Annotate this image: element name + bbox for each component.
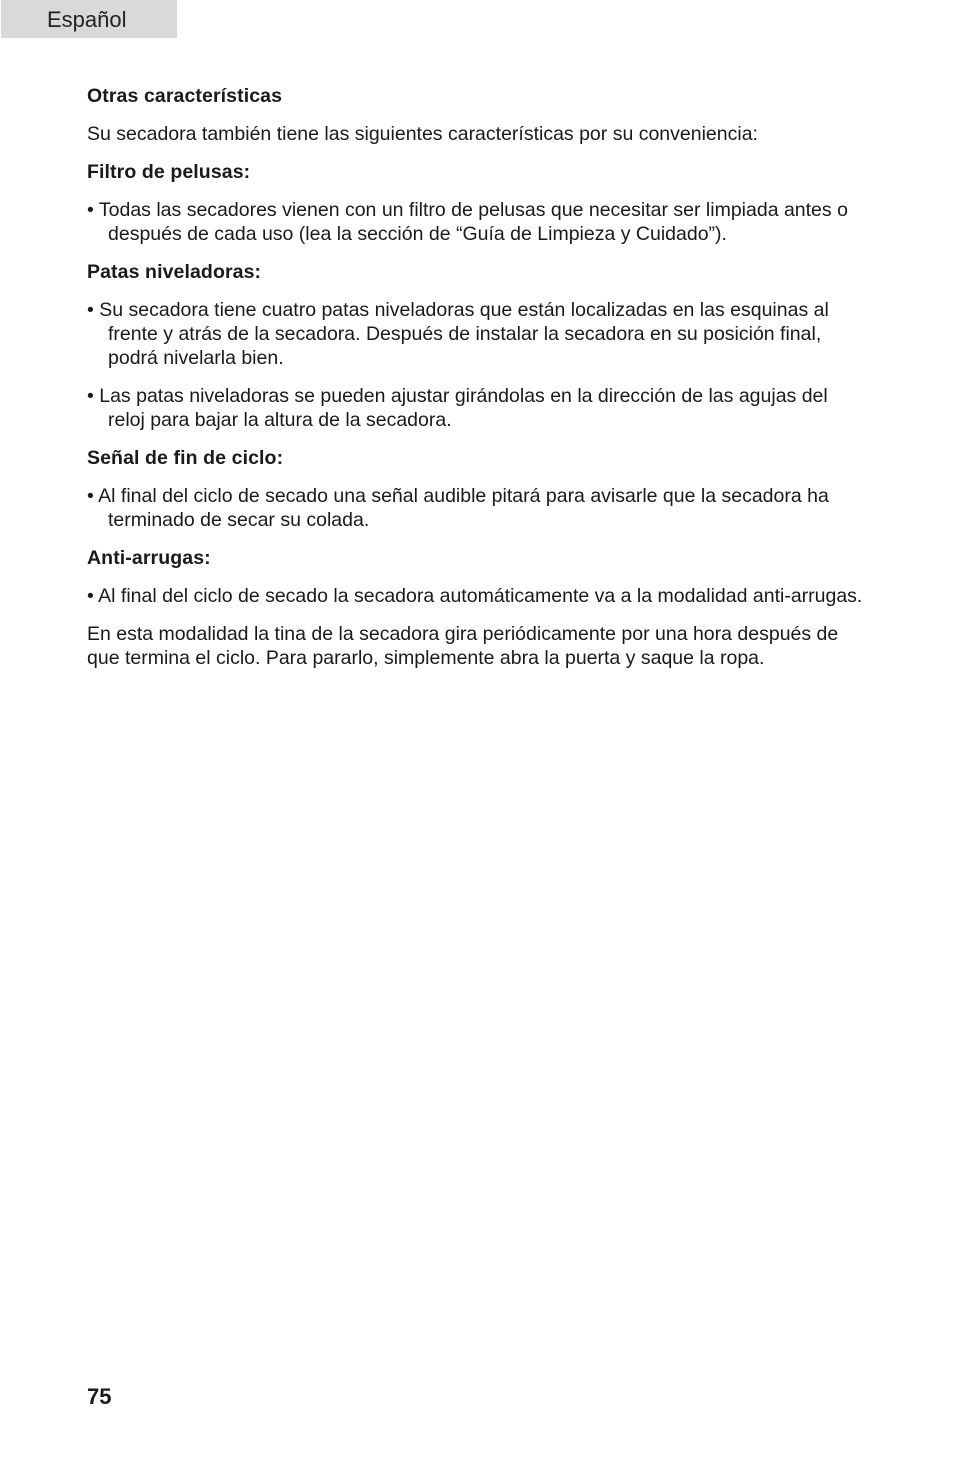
feature-bullet-lint-filter: • Todas las secadores vienen con un filtro de pelusas que necesitar ser limpiada antes o después de cada uso (lea la sección de “Guía de Limpieza y Cuidado”). bbox=[87, 199, 848, 245]
language-tab: Español bbox=[1, 0, 177, 38]
closing-paragraph: En esta modalidad la tina de la secadora gira periódicamente por una hora después de que termina el ciclo. Para pararlo, simplemente abra la puerta y saque la ropa. bbox=[87, 623, 839, 669]
section-title: Otras características bbox=[87, 85, 283, 107]
feature-bullet-end-of-cycle: • Al final del ciclo de secado una señal audible pitará para avisarle que la secadora ha terminado de secar su colada. bbox=[87, 485, 829, 531]
page-content bbox=[87, 84, 867, 684]
feature-bullet-leveling-legs-2: • Las patas niveladoras se pueden ajustar girándolas en la dirección de las agujas del reloj para bajar la altura de la secadora. bbox=[87, 385, 828, 431]
feature-heading-anti-wrinkle: Anti-arrugas: bbox=[87, 547, 211, 569]
page-number: 75 bbox=[87, 1384, 112, 1409]
feature-heading-lint-filter: Filtro de pelusas: bbox=[87, 161, 251, 183]
feature-bullet-anti-wrinkle: • Al final del ciclo de secado la secadora automáticamente va a la modalidad anti-arrugas. bbox=[87, 585, 863, 607]
feature-heading-end-of-cycle: Señal de fin de ciclo: bbox=[87, 447, 284, 469]
section-intro: Su secadora también tiene las siguientes características por su conveniencia: bbox=[87, 123, 758, 145]
feature-bullet-leveling-legs-1: • Su secadora tiene cuatro patas niveladoras que están localizadas en las esquinas al frente y atrás de la secadora. Después de instalar la secadora en su posición final, podrá nivelarla bien. bbox=[87, 299, 829, 369]
feature-heading-leveling-legs: Patas niveladoras: bbox=[87, 261, 262, 283]
